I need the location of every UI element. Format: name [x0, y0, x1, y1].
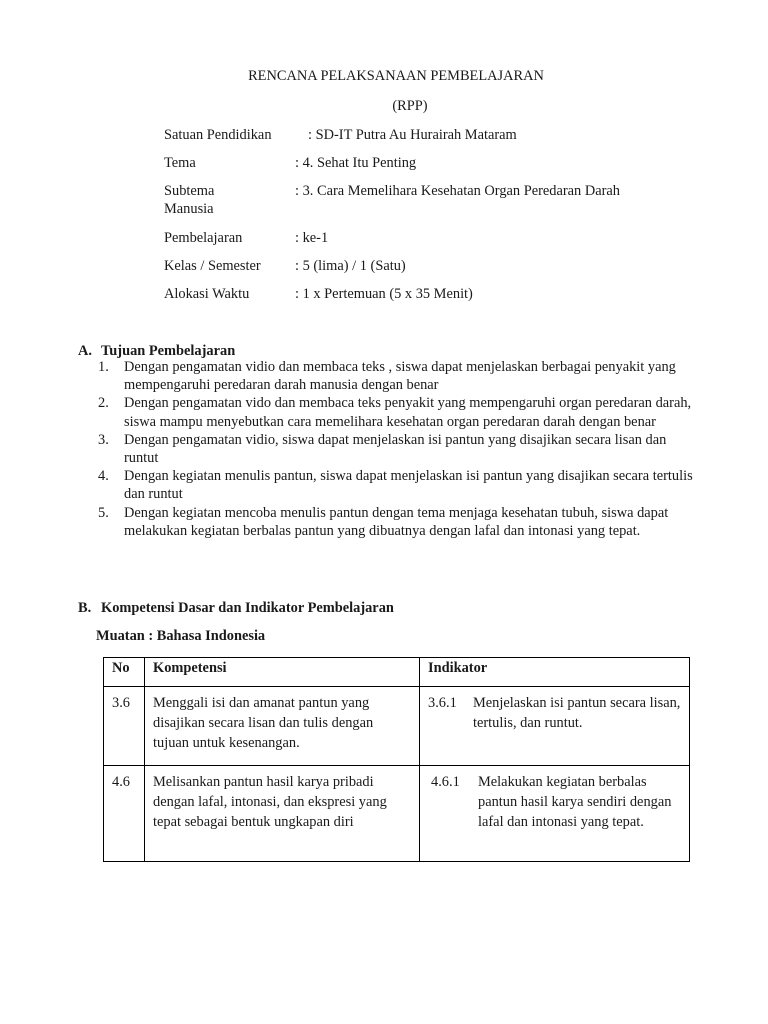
list-item-text: Dengan pengamatan vidio, siswa dapat menjelaskan isi pantun yang disajikan secara lisan dan runtut: [124, 431, 667, 467]
document-subtitle: (RPP): [392, 98, 428, 114]
section-letter: B.: [78, 600, 92, 616]
list-item-text: Dengan pengamatan vido dan membaca teks penyakit yang mempengaruhi organ peredaran darah, siswa mampu menyebutkan cara memelihara kesehatan organ peredaran darah dengan benar: [124, 395, 692, 430]
table-cell-indikator: [420, 766, 690, 862]
table-cell-no: 3.6: [104, 687, 145, 766]
list-item: [98, 467, 698, 503]
list-item-number: 4.: [98, 468, 109, 485]
info-label: Tema: [164, 155, 196, 171]
list-item-text: Dengan pengamatan vidio dan membaca teks , siswa dapat menjelaskan berbagai penyakit yang mempengaruhi peredaran darah manusia dengan benar: [124, 359, 676, 394]
section-letter: A.: [78, 343, 92, 359]
indicator-code: 4.6.1: [431, 774, 460, 790]
indicator-text: Menjelaskan isi pantun secara lisan, tertulis, dan runtut.: [473, 695, 681, 731]
indicator-text: Melakukan kegiatan berbalas pantun hasil karya sendiri dengan lafal dan intonasi yang tepat.: [478, 774, 672, 830]
info-label-continued: Manusia: [164, 201, 214, 217]
list-item: [98, 358, 698, 394]
table-cell-kompetensi: Menggali isi dan amanat pantun yang disajikan secara lisan dan tulis dengan tujuan untuk kesenangan.: [145, 687, 420, 766]
info-label: Satuan Pendidikan: [164, 127, 272, 143]
table-cell-no: 4.6: [104, 766, 145, 862]
table-cell-indikator: [420, 687, 690, 766]
learning-goals-list: [98, 358, 698, 540]
info-value: : SD-IT Putra Au Hurairah Mataram: [308, 127, 517, 143]
section-title: Tujuan Pembelajaran: [101, 343, 236, 359]
table-header-kompetensi: Kompetensi: [145, 658, 420, 687]
table-header-indikator: Indikator: [420, 658, 690, 687]
table-header-no: No: [104, 658, 145, 687]
info-label: Pembelajaran: [164, 230, 243, 246]
info-value: : 1 x Pertemuan (5 x 35 Menit): [295, 286, 473, 302]
section-title: Kompetensi Dasar dan Indikator Pembelajaran: [101, 600, 394, 616]
table-row: [104, 766, 690, 862]
info-value: : 4. Sehat Itu Penting: [295, 155, 417, 171]
subject-subtitle: Muatan : Bahasa Indonesia: [96, 628, 266, 644]
table-cell-kompetensi: Melisankan pantun hasil karya pribadi dengan lafal, intonasi, dan ekspresi yang tepat sebagai bentuk ungkapan diri: [145, 766, 420, 862]
info-label: Kelas / Semester: [164, 258, 261, 274]
table-header-row: [104, 658, 690, 687]
table-row: [104, 687, 690, 766]
list-item-number: 2.: [98, 395, 109, 412]
list-item-number: 3.: [98, 431, 109, 448]
competency-table: [103, 657, 690, 862]
info-label: Subtema: [164, 183, 215, 199]
list-item-text: Dengan kegiatan menulis pantun, siswa dapat menjelaskan isi pantun yang disajikan secara tertulis dan runtut: [124, 468, 693, 503]
indicator-code: 3.6.1: [428, 695, 457, 711]
info-value: : 3. Cara Memelihara Kesehatan Organ Peredaran Darah: [295, 183, 620, 199]
list-item: [98, 431, 698, 467]
list-item-number: 1.: [98, 359, 109, 375]
list-item: [98, 394, 698, 430]
document-title: RENCANA PELAKSANAAN PEMBELAJARAN: [248, 68, 544, 84]
info-label: Alokasi Waktu: [164, 286, 250, 302]
list-item-text: Dengan kegiatan mencoba menulis pantun dengan tema menjaga kesehatan tubuh, siswa dapat melakukan kegiatan berbalas pantun yang dibuatnya dengan lafal dan intonasi yang tepat.: [124, 504, 669, 539]
list-item-number: 5.: [98, 504, 109, 521]
list-item: [98, 504, 698, 540]
info-value: : ke-1: [295, 230, 329, 246]
info-value: : 5 (lima) / 1 (Satu): [295, 258, 406, 274]
